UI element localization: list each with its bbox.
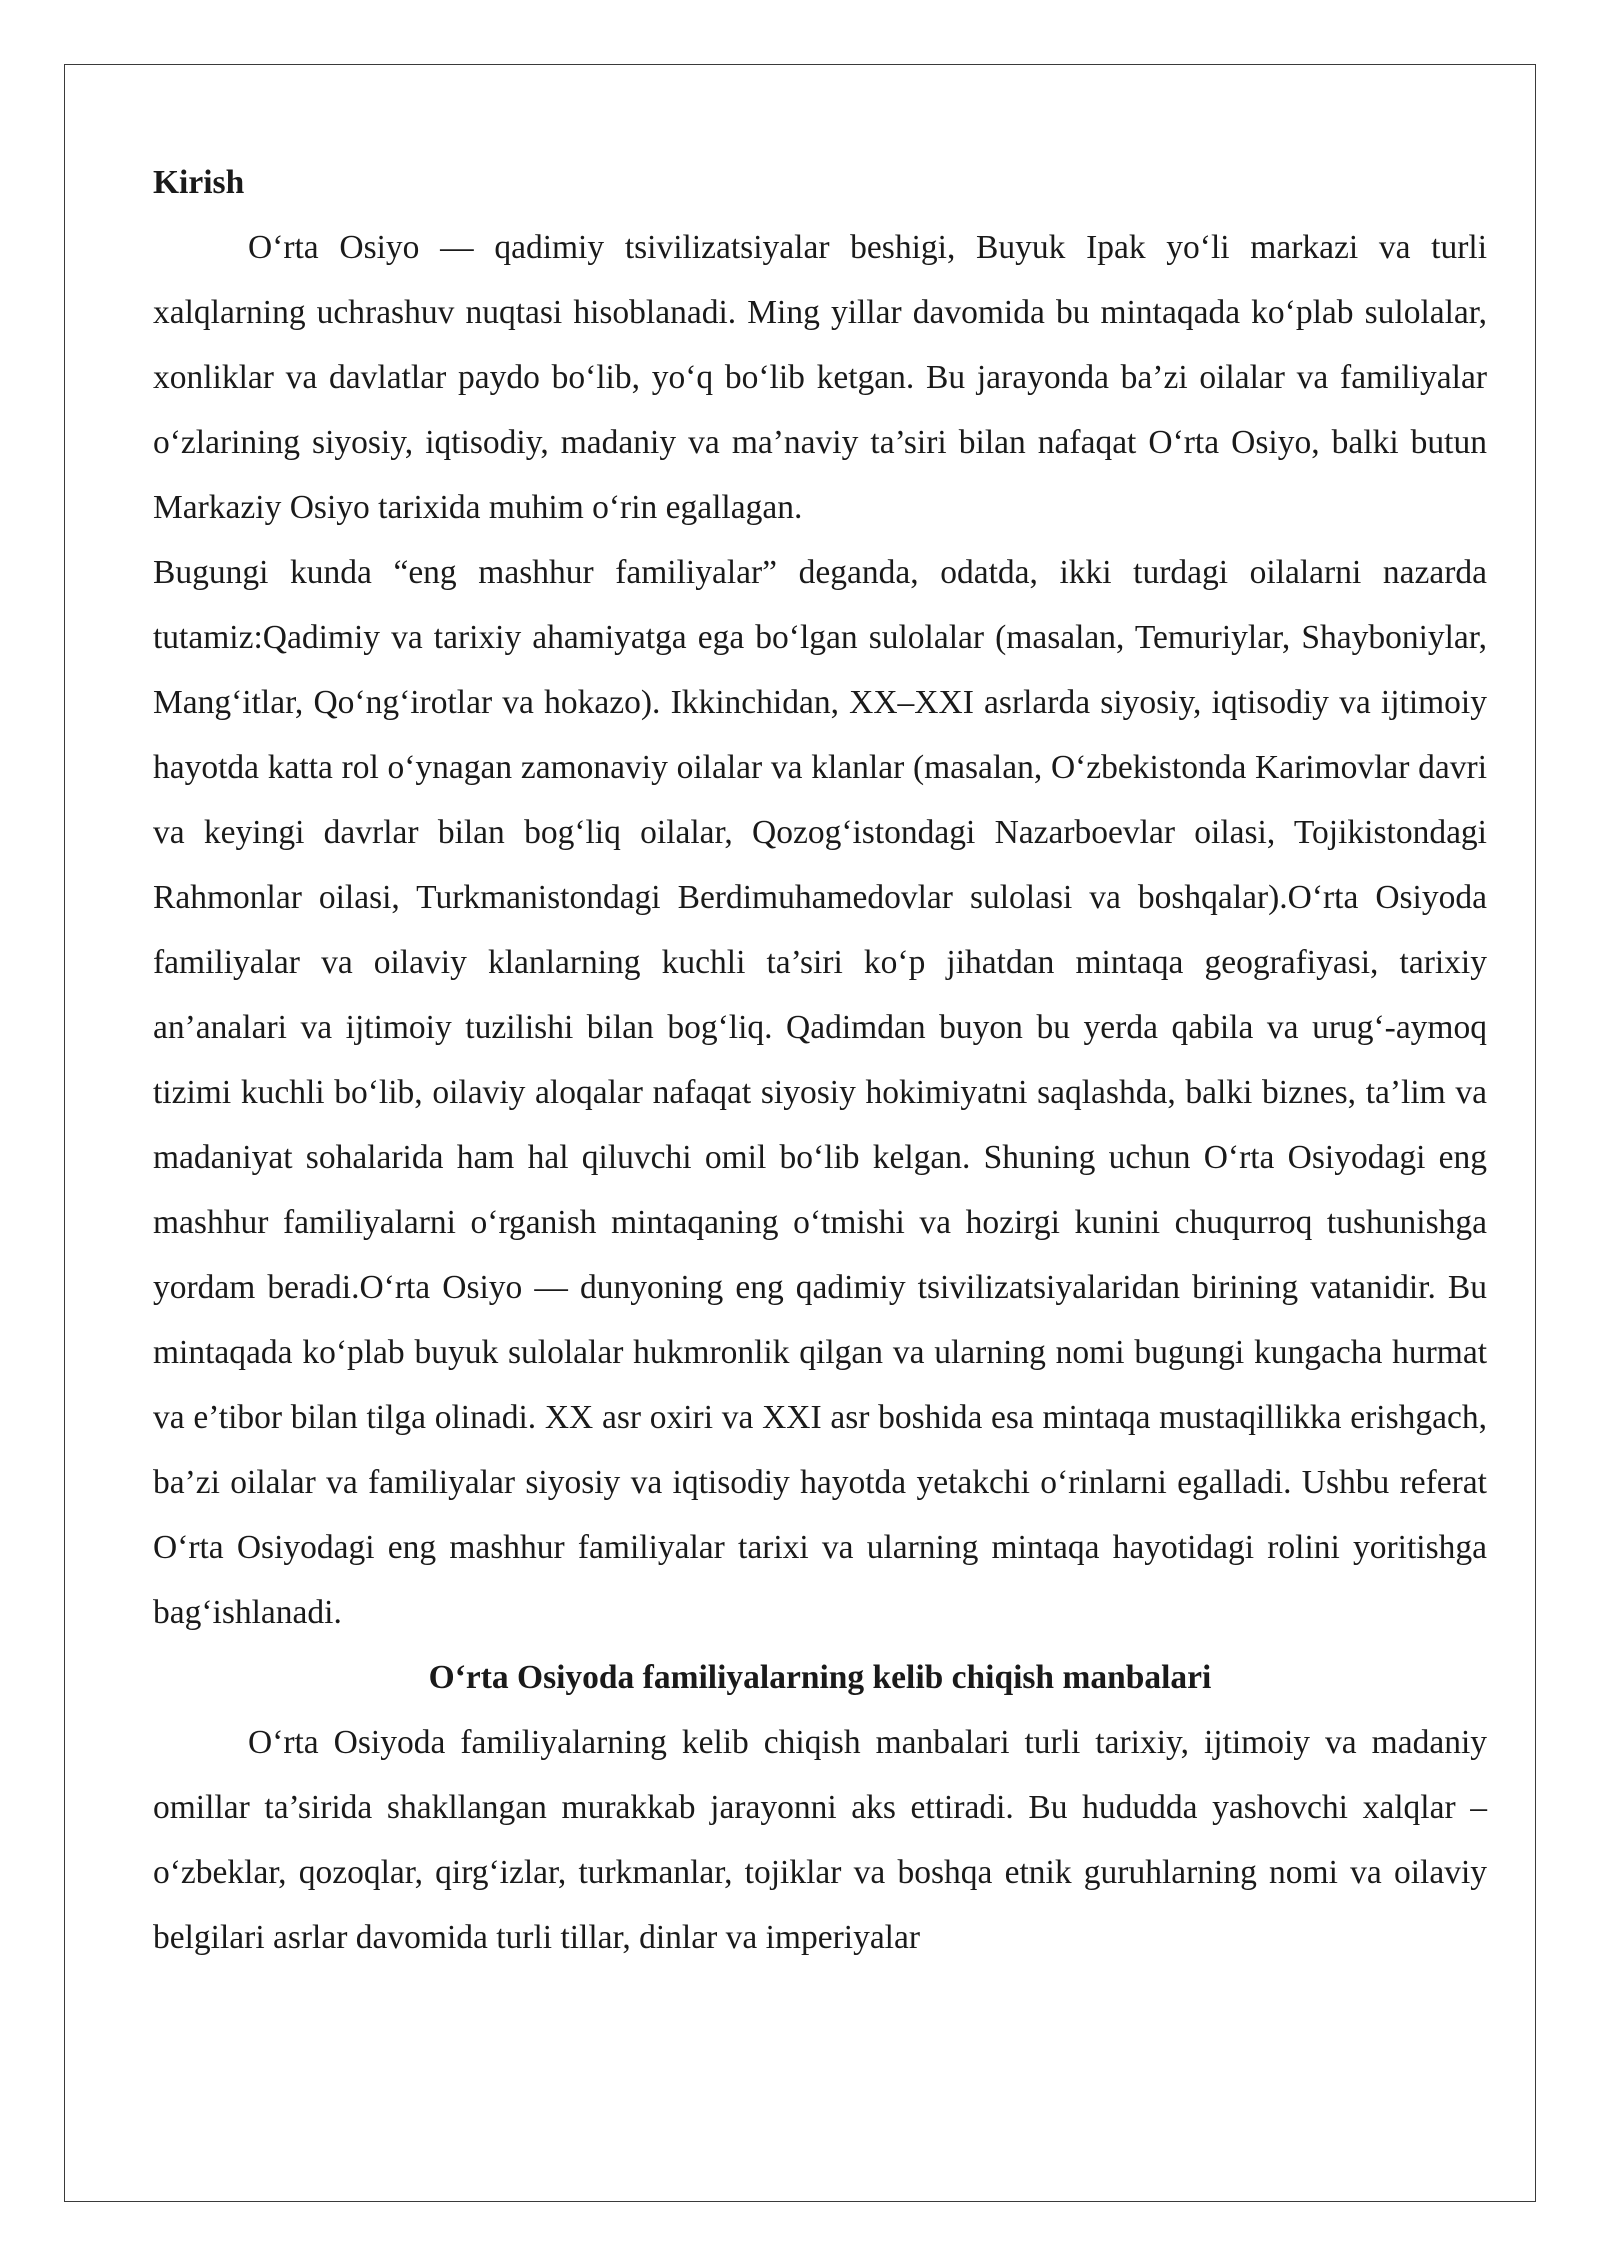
main-paragraph: Bugungi kunda “eng mashhur familiyalar” deganda, odatda, ikki turdagi oilalarni nazarda tutamiz:Qadimiy va tarixiy ahamiyatga ega bo‘lgan sulolalar (masalan, Temuriylar, Shayboniylar, Mang‘itlar, Qo‘ng‘irotlar va hokazo). Ikkinchidan, XX–XXI asrlarda siyosiy, iqtisodiy va ijtimoiy hayotda katta rol o‘ynagan zamonaviy oilalar va klanlar (masalan, O‘zbekistonda Karimovlar davri va keyingi davrlar bilan bog‘liq oilalar, Qozog‘istondagi Nazarboevlar oilasi, Tojikistondagi Rahmonlar oilasi, Turkmanistondagi Berdimuhamedovlar sulolasi va boshqalar).O‘rta Osiyoda familiyalar va oilaviy klanlarning kuchli ta’siri ko‘p jihatdan mintaqa geografiyasi, tarixiy an’analari va ijtimoiy tuzilishi bilan bog‘liq. Qadimdan buyon bu yerda qabila va urug‘-aymoq tizimi kuchli bo‘lib, oilaviy aloqalar nafaqat siyosiy hokimiyatni saqlashda, balki biznes, ta’lim va madaniyat sohalarida ham hal qiluvchi omil bo‘lib kelgan. Shuning uchun O‘rta Osiyodagi eng mashhur familiyalarni o‘rganish mintaqaning o‘tmishi va hozirgi kunini chuqurroq tushunishga yordam beradi.O‘rta Osiyo — dunyoning eng qadimiy tsivilizatsiyalaridan birining vatanidir. Bu mintaqada ko‘plab buyuk sulolalar hukmronlik qilgan va ularning nomi bugungi kungacha hurmat va e’tibor bilan tilga olinadi. XX asr oxiri va XXI asr boshida esa mintaqa mustaqillikka erishgach, ba’zi oilalar va familiyalar siyosiy va iqtisodiy hayotda yetakchi o‘rinlarni egalladi. Ushbu referat O‘rta Osiyodagi eng mashhur familiyalar tarixi va ularning mintaqa hayotidagi rolini yoritishga bag‘ishlanadi. <box>153 554 1487 1631</box>
intro-paragraph: O‘rta Osiyo — qadimiy tsivilizatsiyalar beshigi, Buyuk Ipak yo‘li markazi va turli xalqlarning uchrashuv nuqtasi hisoblanadi. Ming yillar davomida bu mintaqada ko‘plab sulolalar, xonliklar va davlatlar paydo bo‘lib, yo‘q bo‘lib ketgan. Bu jarayonda ba’zi oilalar va familiyalar o‘zlarining siyosiy, iqtisodiy, madaniy va ma’naviy ta’siri bilan nafaqat O‘rta Osiyo, balki butun Markaziy Osiyo tarixida muhim o‘rin egallagan. <box>153 229 1487 526</box>
section-paragraph: O‘rta Osiyoda familiyalarning kelib chiqish manbalari turli tarixiy, ijtimoiy va madaniy omillar ta’sirida shakllangan murakkab jarayonni aks ettiradi. Bu hududda yashovchi xalqlar – o‘zbeklar, qozoqlar, qirg‘izlar, turkmanlar, tojiklar va boshqa etnik guruhlarning nomi va oilaviy belgilari asrlar davomida turli tillar, dinlar va imperiyalar <box>153 1724 1487 1956</box>
document-body <box>153 150 1487 1970</box>
section-heading: O‘rta Osiyoda familiyalarning kelib chiqish manbalari <box>428 1659 1212 1696</box>
intro-heading: Kirish <box>153 164 245 201</box>
